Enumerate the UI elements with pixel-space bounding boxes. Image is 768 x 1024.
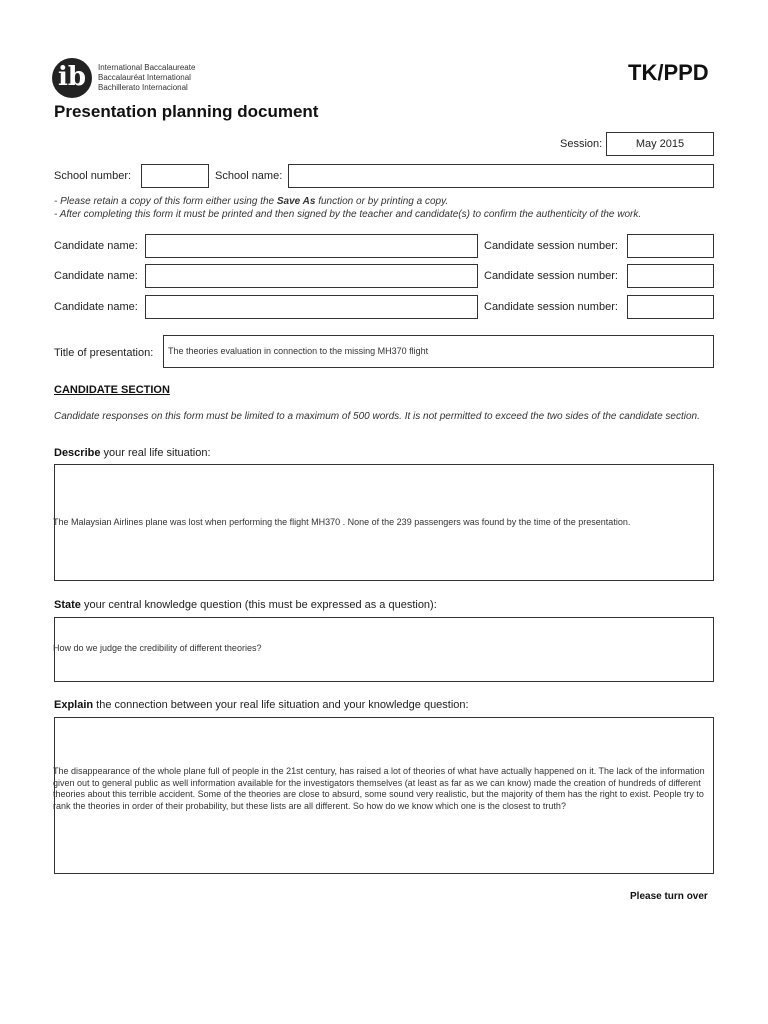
presentation-title-field[interactable]: The theories evaluation in connection to the missing MH370 flight: [163, 335, 714, 368]
page-title: Presentation planning document: [54, 102, 319, 121]
org-name-en: International Baccalaureate: [98, 63, 196, 72]
ib-logo: ib: [52, 58, 92, 98]
presentation-title-label: Title of presentation:: [54, 347, 154, 359]
candidate-name-field-2[interactable]: [145, 264, 478, 288]
explain-prompt: Explain the connection between your real life situation and your knowledge question:: [54, 699, 469, 711]
state-answer-text: How do we judge the credibility of different theories?: [53, 643, 262, 653]
turn-over-note: Please turn over: [630, 891, 708, 902]
form-code: TK/PPD: [628, 60, 709, 85]
candidate-name-field-1[interactable]: [145, 234, 478, 258]
describe-answer-text: The Malaysian Airlines plane was lost when performing the flight MH370 . None of the 239 passengers was found by the time of the presentation.: [53, 517, 631, 527]
explain-answer-text: The disappearance of the whole plane full of people in the 21st century, has raised a lot of theories of what have actually happened on it. The lack of the information given out to general public as well information available for the investigators themselves (at least as far as we can know) made the creation of hundreds of different theories about this terrible accident. Some of the theories are close to absurd, some sound very realistic, but the majority of them has the right to exist. People try to rank the theories in order of their probability, but these lists are all different. So how do we know which one is the closest to truth?: [53, 766, 705, 811]
school-number-label: School number:: [54, 170, 132, 182]
explain-answer-box[interactable]: [54, 717, 714, 874]
org-name-es: Bachillerato Internacional: [98, 83, 188, 92]
candidate-name-label-3: Candidate name:: [54, 301, 138, 313]
describe-prompt: Describe your real life situation:: [54, 447, 211, 459]
org-name-fr: Baccalauréat International: [98, 73, 191, 82]
session-field[interactable]: May 2015: [606, 132, 714, 156]
candidate-name-label-2: Candidate name:: [54, 270, 138, 282]
candidate-session-label-1: Candidate session number:: [484, 240, 618, 252]
candidate-session-label-2: Candidate session number:: [484, 270, 618, 282]
candidate-name-field-3[interactable]: [145, 295, 478, 319]
note-retain-copy: - Please retain a copy of this form either using the Save As function or by printing a copy.: [54, 196, 449, 207]
note-sign: - After completing this form it must be printed and then signed by the teacher and candidate(s) to confirm the authenticity of the work.: [54, 209, 642, 220]
candidate-section-instruction: Candidate responses on this form must be limited to a maximum of 500 words. It is not permitted to exceed the two sides of the candidate section.: [54, 411, 700, 422]
school-number-field[interactable]: [141, 164, 209, 188]
candidate-session-field-1[interactable]: [627, 234, 714, 258]
candidate-section-heading: CANDIDATE SECTION: [54, 384, 170, 396]
candidate-session-label-3: Candidate session number:: [484, 301, 618, 313]
state-answer-box[interactable]: [54, 617, 714, 682]
candidate-session-field-3[interactable]: [627, 295, 714, 319]
school-name-field[interactable]: [288, 164, 714, 188]
candidate-session-field-2[interactable]: [627, 264, 714, 288]
describe-answer-box[interactable]: [54, 464, 714, 581]
state-prompt: State your central knowledge question (this must be expressed as a question):: [54, 599, 437, 611]
session-label: Session:: [560, 138, 603, 150]
candidate-name-label-1: Candidate name:: [54, 240, 138, 252]
school-name-label: School name:: [215, 170, 283, 182]
